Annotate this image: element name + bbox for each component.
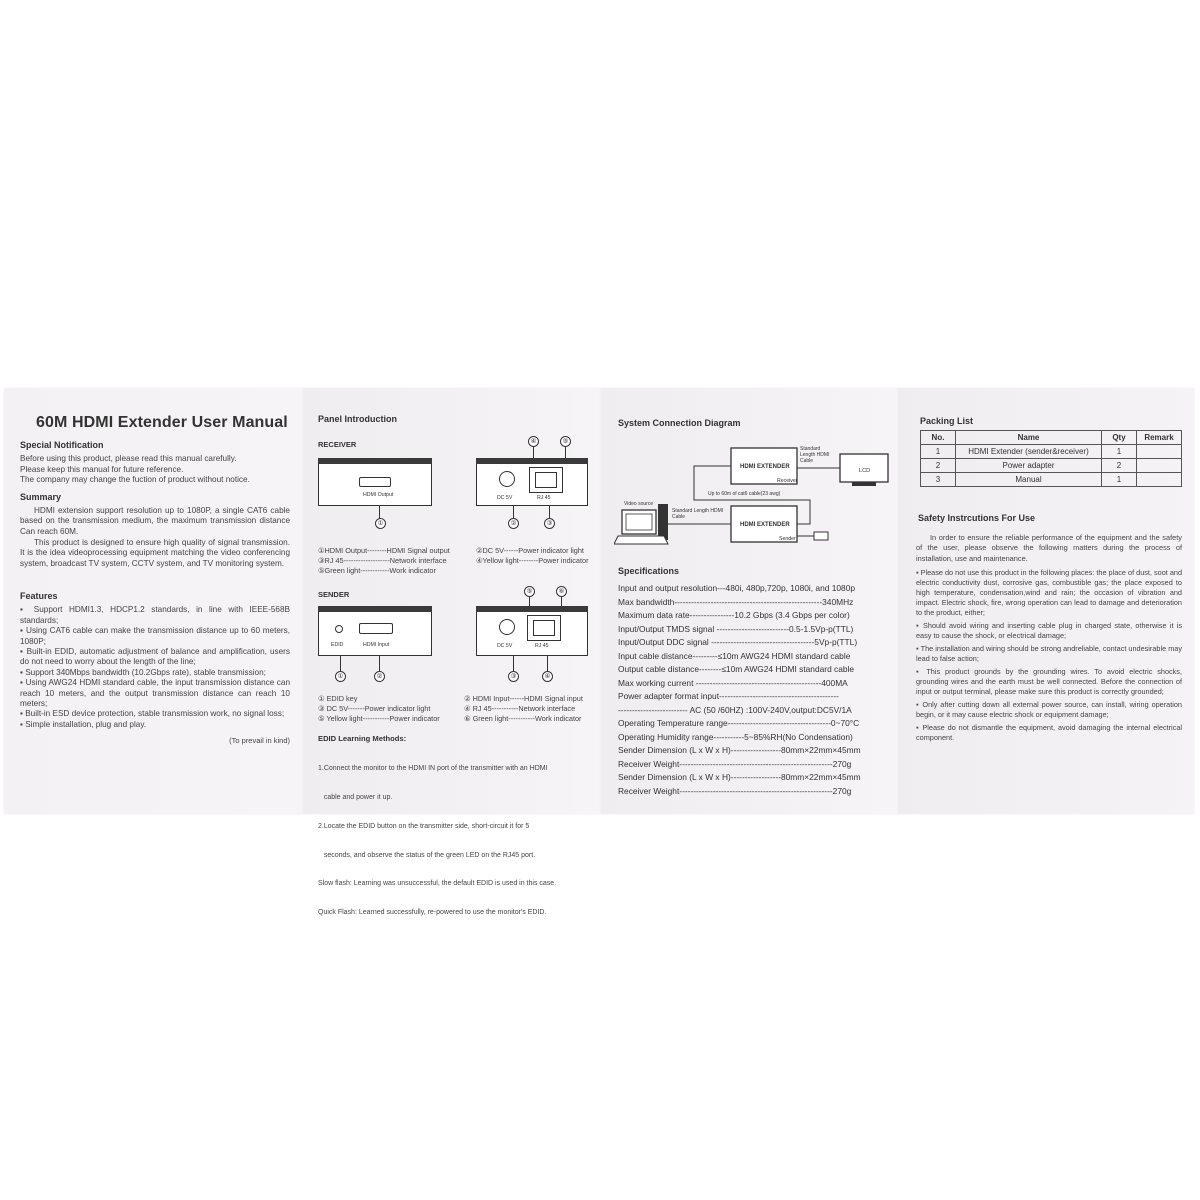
features-heading: Features [20,591,58,602]
spec-heading: Specifications [618,566,680,576]
callout-number: ① [335,671,346,682]
table-cell: Manual [956,473,1102,487]
spec-row: Sender Dimension (L x W x H)------------------80mm×22mm×45mm [618,745,861,755]
table-cell: 2 [921,459,956,473]
callout-number: ⑤ [560,436,571,447]
cable-label: Standard Length HDMI Cable [672,508,724,520]
summary-text: This product is designed to ensure high quality of signal transmission. It is the idea videoprocessing equipment matching the video conferencing system, broadcast TV system, CCTV system, and TV monitoring system. [20,537,290,568]
legend-item: ④Yellow light--------Power indicator [476,556,589,566]
hdmi-port-icon [359,623,393,634]
table-cell: 3 [921,473,956,487]
safety-heading: Safety Instrcutions For Use [918,513,1036,523]
legend-item: ④ RJ 45-----------Network interface [464,704,576,714]
table-row [921,445,1182,459]
legend-item: ③ DC 5V-------Power indicator light [318,704,431,714]
spec-row: Input/Output DDC signal -------------------------------------5Vp-p(TTL) [618,637,858,647]
cable-label: Standard Length HDMI Cable [800,446,830,464]
list-item: ▪ Only after cutting down all external power source, can install, wiring operation begin, or it may cause electric shock or equipment damage; [916,700,1182,720]
table-cell: 1 [1102,473,1137,487]
table-header [921,431,1182,445]
sender-legend [464,694,583,725]
video-source-label: Video source [624,501,654,507]
spec-row: Input cable distance---------≤10m AWG24 HDMI standard cable [618,650,851,661]
receiver-legend [476,546,589,566]
spec-row: Output cable distance--------≤10m AWG24 HDMI standard cable [618,664,855,674]
legend-item: ①HDMI Output--------HDMI Signal output [318,546,450,555]
receiver-box-label: HDMI EXTENDER [740,464,790,470]
legend-item: ②DC 5V------Power indicator light [476,546,584,555]
table-cell [1137,459,1182,473]
lcd-label: LCD [859,468,871,474]
callout-number: ④ [528,436,539,447]
callout-number: ⑥ [556,586,567,597]
legend-item: ⑤Green light------------Work indicator [318,566,436,576]
edid-line: 2.Locate the EDID button on the transmitter side, short-circuit it for 5 [318,822,530,830]
list-item: ▪ Support 340Mbps bandwidth (10.2Gbps rate), stable transmission; [20,668,290,678]
summary-text: HDMI extension support resolution up to 1080P, a single CAT6 cable based on the transmission medium, the maximum transmission distance Can reach 60M. [20,505,290,536]
manual-title: 60M HDMI Extender User Manual [36,414,288,431]
sender-heading: SENDER [318,590,350,599]
list-item: ▪ This product grounds by the grounding wires. To avoid electric shocks, grounding wires and the earth must be well connected. Before the connection of input or output terminal, please make sure this product is correctly grounded; [916,667,1182,697]
special-heading: Special Notification [20,440,104,450]
receiver-heading: RECEIVER [318,440,357,449]
dc-jack-icon [499,471,515,487]
spec-row: Max working current ---------------------------------------------400MA [618,677,848,688]
receiver-tag: Receiver [777,478,798,484]
panel-intro [4,388,300,814]
rj45-port-icon [527,615,561,641]
column-header: Qty [1102,431,1137,445]
spec-row: Power adapter format input------------------------------------------- [618,691,839,701]
edid-line: Quick Flash: Learned successfully, re-powered to use the monitor's EDID. [318,909,547,917]
table-cell: HDMI Extender (sender&receiver) [956,445,1102,459]
legend-item: ⑤ Yellow light-----------Power indicator [318,714,440,724]
table-cell: 1 [1102,445,1137,459]
edid-line: cable and power it up. [318,793,393,801]
list-item: ▪ Using AWG24 HDMI standard cable, the input transmission distance can reach 10 meters, and the output transmission distance can reach 10 meters; [20,678,290,709]
legend-item: ② HDMI Input------HDMI Signal input [464,694,583,703]
column-header: Name [956,431,1102,445]
table-cell: Power adapter [956,459,1102,473]
panel-packing-safety [904,388,1194,814]
legend-item: ① EDID key [318,694,358,703]
footnote: (To prevail in kind) [229,736,290,746]
table-cell: 1 [921,445,956,459]
sender-legend [318,694,440,725]
summary-heading: Summary [20,491,62,502]
panel-connection-specs [604,388,900,814]
list-item: ▪ Built-in EDID, automatic adjustment of balance and amplification, users do not need to worry about the length of the line; [20,647,290,668]
column-header: Remark [1137,431,1182,445]
port-label: RJ 45 [537,495,551,501]
panel-introduction [304,388,600,917]
list-item: ▪ Support HDMI1.3, HDCP1.2 standards, in line with IEEE-568B standards; [20,605,290,626]
receiver-front-diagram [318,458,432,506]
spec-row: Maximum data rate----------------10.2 Gbps (3.4 Gbps per color) [618,610,850,620]
list-item: ▪ Built-in ESD device protection, stable transmission work, no signal loss; [20,709,290,719]
table-row [921,459,1182,473]
edid-heading: EDID Learning Methods: [318,734,407,743]
port-label: HDMI Output [363,492,394,498]
spec-row: Receiver Weight-------------------------------------------------------270g [618,785,852,796]
special-line: The company may change the fuction of product without notice. [20,475,250,485]
sender-front-diagram [318,606,432,656]
list-item: ▪ Should avoid wiring and inserting cable plug in charged state, otherwise it is easy to cause the shock, or electrical damage; [916,621,1182,641]
spec-row: Input and output resolution---480i, 480p,720p, 1080i, and 1080p [618,583,856,593]
connection-diagram [614,438,894,558]
safety-intro: In order to ensure the reliable performance of the equipment and the safety of the user, please observe the following matters during the process of installation, use and maintenance. [916,533,1182,563]
special-line: Please keep this manual for future reference. [20,464,184,474]
port-label: RJ 45 [535,643,549,649]
list-item: ▪ The installation and wiring should be strong andreliable, contact undesirable may lead to false action; [916,644,1182,664]
spec-row: Max bandwidth-----------------------------------------------------340MHz [618,596,854,607]
callout-number: ② [508,518,519,529]
callout-number: ② [374,671,385,682]
edid-steps [318,745,556,937]
spec-row: Sender Dimension (L x W x H)------------------80mm×22mm×45mm [618,772,861,782]
spec-row: Operating Temperature range-------------------------------------0~70°C [618,718,860,728]
legend-item: ⑥ Green light-----------Work indicator [464,714,582,724]
callout-number: ⑤ [524,586,535,597]
legend-item: ③RJ 45-------------------Network interface [318,556,447,566]
packing-title: Packing List [920,416,974,426]
column-header: No. [921,431,956,445]
features-list [20,605,290,730]
spec-row: Operating Humidity range-----------5~85%RH(No Condensation) [618,731,853,742]
dc-jack-icon [499,619,515,635]
spec-list [618,582,861,798]
callout-number: ④ [542,671,553,682]
list-item: ▪ Please do not use this product in the following places: the place of dust, soot and electric conductivity dust, corrosive gas, combustible gas; the place exposed to high temperature, condensation,wind and rain; the occasion of vibration and impact. Electric shock, fire, wrong operation can lead to damage and deterioration to the product, either; [916,568,1182,618]
table-row [921,473,1182,487]
callout-number: ③ [508,671,519,682]
spec-row: Receiver Weight-------------------------------------------------------270g [618,758,852,769]
receiver-legend [318,546,450,577]
table-cell: 2 [1102,459,1137,473]
edid-line: seconds, and observe the status of the green LED on the RJ45 port. [318,851,536,859]
manual-sheet [4,388,1194,917]
cat6-label: Up to 60m of cat6 cable(23 awg) [708,491,781,497]
edid-line: Slow flash: Learning was unsuccessful, the default EDID is used in this case. [318,880,557,888]
list-item: ▪ Please do not dismantle the equipment, avoid damaging the internal electrical component. [916,723,1182,743]
list-item: ▪ Simple installation, plug and play. [20,720,290,730]
list-item: ▪ Using CAT6 cable can make the transmission distance up to 60 meters, 1080P; [20,626,290,647]
callout-number: ① [375,518,386,529]
connection-title: System Connection Diagram [618,418,741,428]
special-line: Before using this product, please read this manual carefully. [20,454,237,463]
port-label: EDID [331,642,344,648]
callout-number: ③ [544,518,555,529]
spec-row: Input/Output TMDS signal --------------------------0.5-1.5Vp-p(TTL) [618,623,854,634]
port-label: DC 5V [497,495,513,501]
sender-back-diagram [476,606,588,656]
safety-list [916,568,1182,743]
edid-line: 1.Connect the monitor to the HDMI IN port of the transmitter with an HDMI [318,765,548,773]
panel-intro-title: Panel Introduction [318,414,398,424]
port-label: DC 5V [497,643,513,649]
packing-table [920,430,1182,487]
receiver-back-diagram [476,458,588,506]
hdmi-port-icon [359,477,391,487]
table-cell [1137,445,1182,459]
rj45-port-icon [529,467,563,493]
port-label: HDMI Input [363,642,390,648]
spec-row: ------------------------- AC (50 /60HZ) :100V-240V,output:DC5V/1A [618,704,852,715]
sender-tag: Sender [779,536,796,542]
edid-key-icon [335,625,343,633]
table-cell [1137,473,1182,487]
sender-box-label: HDMI EXTENDER [740,522,790,528]
